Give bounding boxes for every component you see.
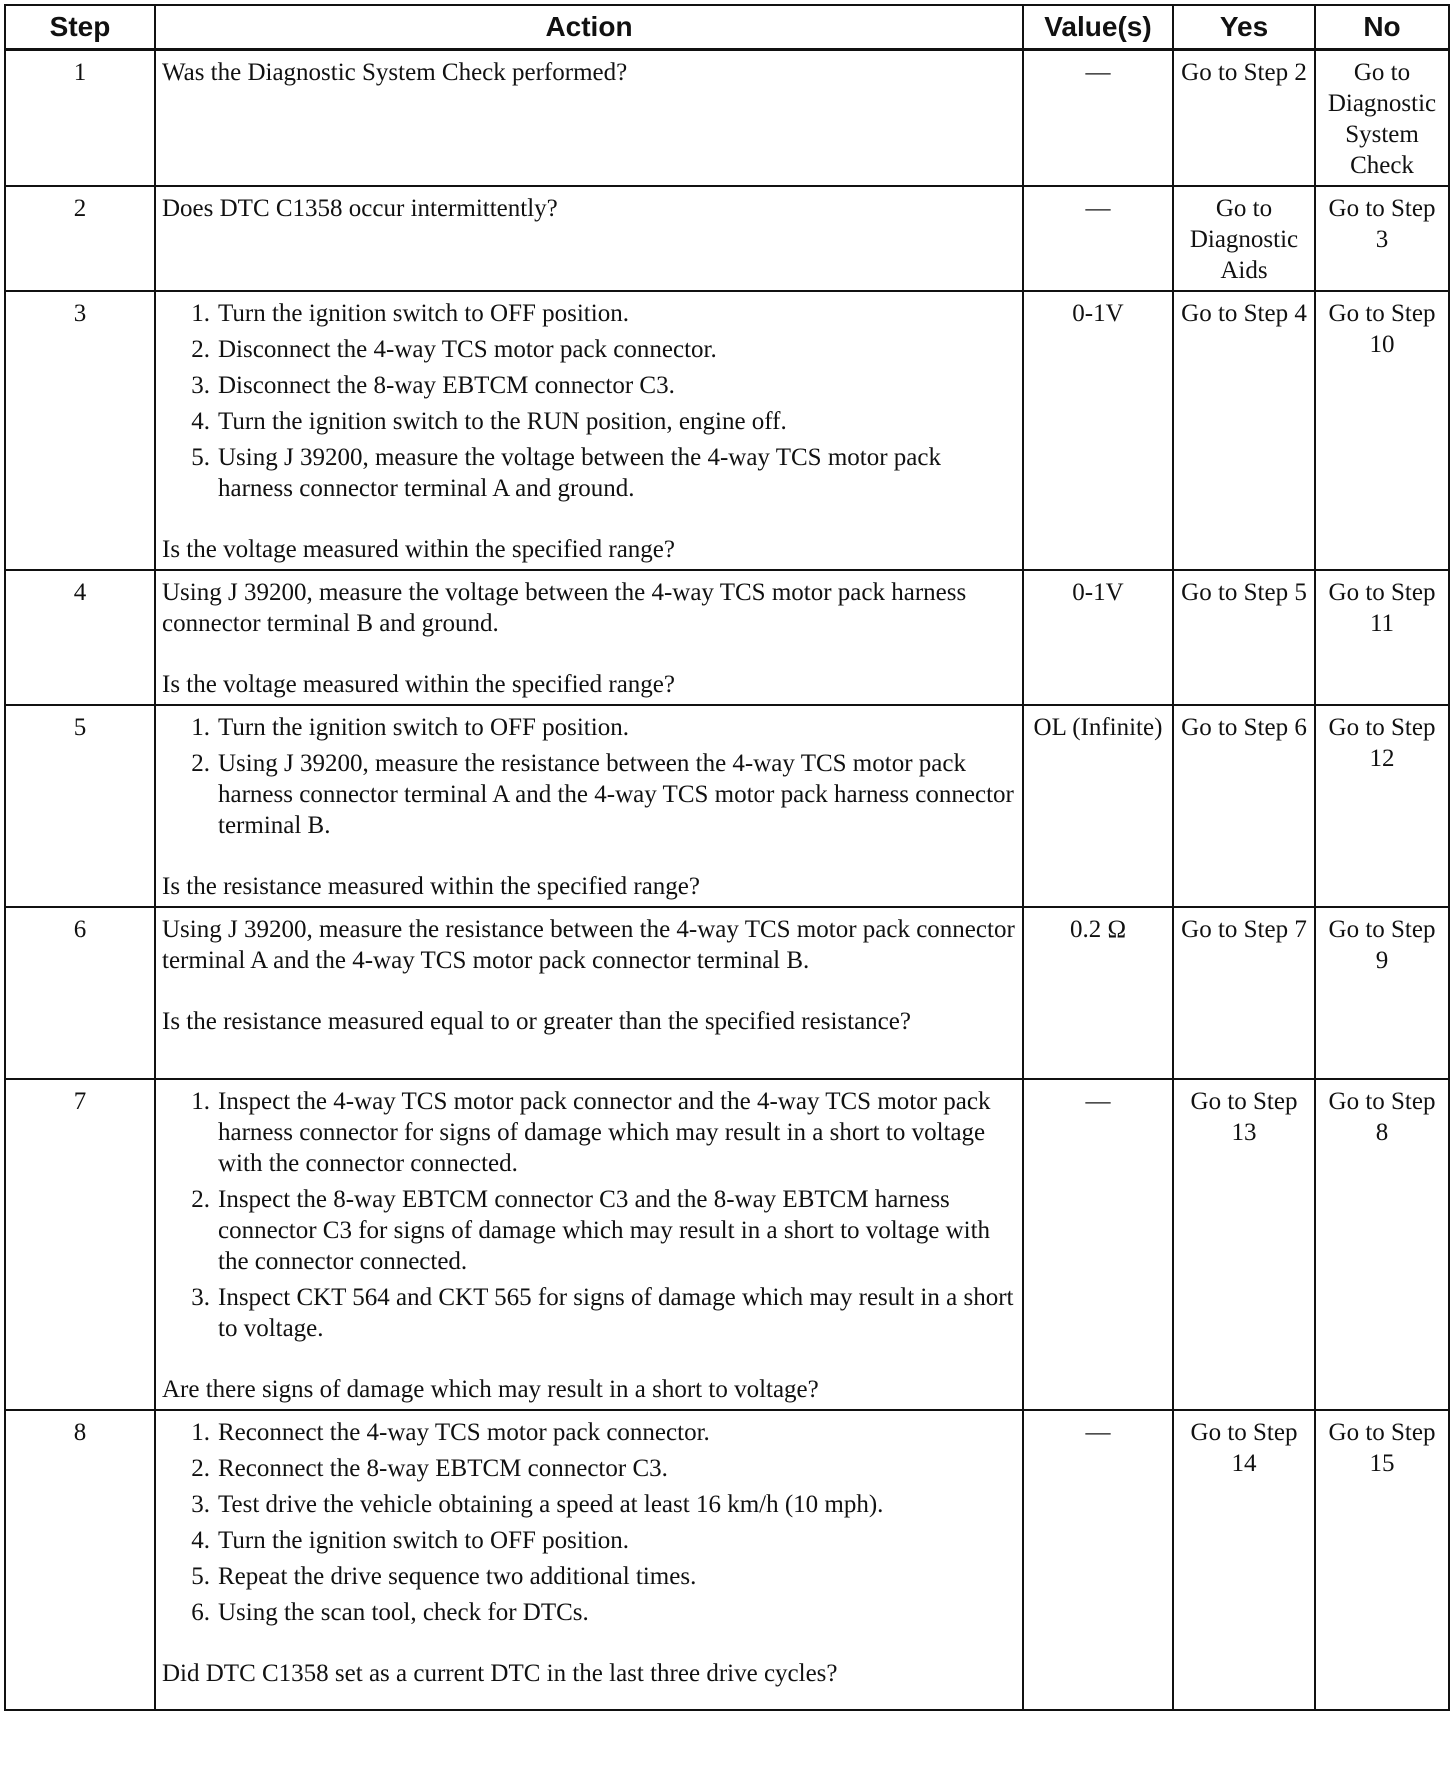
substep-item (162, 748, 1016, 841)
value-cell: — (1023, 50, 1173, 187)
substep-number: 4. (191, 408, 210, 435)
header-row (5, 5, 1449, 50)
substep-text: Inspect CKT 564 and CKT 565 for signs of damage which may result in a short to voltage. (218, 1284, 1014, 1342)
no-cell: Go to Step 12 (1315, 705, 1449, 907)
substep-number: 1. (191, 1419, 210, 1446)
action-cell (155, 1410, 1023, 1710)
value-cell: — (1023, 1079, 1173, 1410)
header-step: Step (5, 5, 155, 50)
substep-number: 1. (191, 300, 210, 327)
value-cell: 0.2 Ω (1023, 907, 1173, 1079)
substep-item (162, 1525, 1016, 1556)
yes-cell: Go to Step 14 (1173, 1410, 1315, 1710)
substep-item (162, 1184, 1016, 1277)
action-cell (155, 705, 1023, 907)
substep-number: 2. (191, 750, 210, 777)
substep-text: Disconnect the 4-way TCS motor pack connector. (218, 336, 717, 363)
substep-text: Turn the ignition switch to the RUN position, engine off. (218, 408, 787, 435)
substep-text: Disconnect the 8-way EBTCM connector C3. (218, 372, 675, 399)
substep-number: 1. (191, 714, 210, 741)
action-cell (155, 570, 1023, 705)
substep-item (162, 442, 1016, 504)
substep-text: Turn the ignition switch to OFF position. (218, 714, 629, 741)
step-number: 8 (5, 1410, 155, 1710)
substep-number: 5. (191, 444, 210, 471)
step-number: 3 (5, 291, 155, 570)
step-number: 6 (5, 907, 155, 1079)
header-yes: Yes (1173, 5, 1315, 50)
action-text: Using J 39200, measure the voltage between the 4-way TCS motor pack harness connector terminal B and ground. (162, 579, 967, 637)
step-number: 7 (5, 1079, 155, 1410)
action-cell (155, 186, 1023, 291)
header-no: No (1315, 5, 1449, 50)
substep-text: Test drive the vehicle obtaining a speed at least 16 km/h (10 mph). (218, 1491, 884, 1518)
substep-number: 3. (191, 1491, 210, 1518)
action-question: Is the resistance measured equal to or greater than the specified resistance? (162, 1008, 911, 1035)
substep-item (162, 712, 1016, 743)
no-cell: Go to Step 15 (1315, 1410, 1449, 1710)
table-row (5, 1079, 1449, 1410)
substep-item (162, 406, 1016, 437)
table-row (5, 705, 1449, 907)
substep-number: 3. (191, 372, 210, 399)
substep-number: 2. (191, 1455, 210, 1482)
diagnostic-page (4, 4, 1450, 1711)
yes-cell: Go to Step 4 (1173, 291, 1315, 570)
yes-cell: Go to Step 13 (1173, 1079, 1315, 1410)
no-cell: Go to Step 3 (1315, 186, 1449, 291)
substep-text: Turn the ignition switch to OFF position. (218, 300, 629, 327)
substep-list (162, 1417, 1016, 1628)
value-cell: — (1023, 186, 1173, 291)
yes-cell: Go to Diagnostic Aids (1173, 186, 1315, 291)
value-cell: 0-1V (1023, 291, 1173, 570)
no-cell: Go to Diagnostic System Check (1315, 50, 1449, 187)
value-cell: — (1023, 1410, 1173, 1710)
substep-number: 1. (191, 1088, 210, 1115)
table-row (5, 1410, 1449, 1710)
no-cell: Go to Step 11 (1315, 570, 1449, 705)
step-number: 2 (5, 186, 155, 291)
substep-item (162, 1597, 1016, 1628)
substep-list (162, 712, 1016, 841)
table-body (5, 50, 1449, 1711)
table-row (5, 186, 1449, 291)
substep-item (162, 1417, 1016, 1448)
step-number: 1 (5, 50, 155, 187)
yes-cell: Go to Step 2 (1173, 50, 1315, 187)
substep-text: Using J 39200, measure the voltage between the 4-way TCS motor pack harness connector terminal A and ground. (218, 444, 941, 502)
yes-cell: Go to Step 7 (1173, 907, 1315, 1079)
no-cell: Go to Step 10 (1315, 291, 1449, 570)
substep-number: 2. (191, 336, 210, 363)
action-question: Are there signs of damage which may result in a short to voltage? (162, 1376, 819, 1403)
action-question: Is the voltage measured within the specified range? (162, 536, 676, 563)
substep-text: Inspect the 4-way TCS motor pack connector and the 4-way TCS motor pack harness connector for signs of damage which may result in a short to voltage with the connector connected. (218, 1088, 991, 1177)
substep-list (162, 1086, 1016, 1344)
substep-text: Using the scan tool, check for DTCs. (218, 1599, 589, 1626)
no-cell: Go to Step 9 (1315, 907, 1449, 1079)
substep-item (162, 1453, 1016, 1484)
substep-text: Turn the ignition switch to OFF position. (218, 1527, 629, 1554)
value-cell: 0-1V (1023, 570, 1173, 705)
action-text: Was the Diagnostic System Check performed? (162, 59, 628, 86)
action-question: Is the voltage measured within the specified range? (162, 671, 676, 698)
action-text: Using J 39200, measure the resistance between the 4-way TCS motor pack connector terminal A and the 4-way TCS motor pack connector terminal B. (162, 916, 1015, 974)
table-row (5, 570, 1449, 705)
header-values: Value(s) (1023, 5, 1173, 50)
substep-number: 4. (191, 1527, 210, 1554)
table-row (5, 50, 1449, 187)
substep-list (162, 298, 1016, 504)
action-question: Did DTC C1358 set as a current DTC in the last three drive cycles? (162, 1660, 838, 1687)
substep-item (162, 1282, 1016, 1344)
substep-number: 3. (191, 1284, 210, 1311)
table-row (5, 291, 1449, 570)
substep-item (162, 1561, 1016, 1592)
substep-item (162, 1086, 1016, 1179)
substep-text: Inspect the 8-way EBTCM connector C3 and the 8-way EBTCM harness connector C3 for signs of damage which may result in a short to voltage with the connector connected. (218, 1186, 991, 1275)
action-text: Does DTC C1358 occur intermittently? (162, 195, 558, 222)
yes-cell: Go to Step 5 (1173, 570, 1315, 705)
substep-text: Reconnect the 8-way EBTCM connector C3. (218, 1455, 668, 1482)
step-number: 4 (5, 570, 155, 705)
substep-text: Repeat the drive sequence two additional times. (218, 1563, 697, 1590)
no-cell: Go to Step 8 (1315, 1079, 1449, 1410)
diagnostic-table (4, 4, 1450, 1711)
substep-number: 2. (191, 1186, 210, 1213)
step-number: 5 (5, 705, 155, 907)
substep-item (162, 1489, 1016, 1520)
action-cell (155, 50, 1023, 187)
substep-item (162, 370, 1016, 401)
substep-item (162, 298, 1016, 329)
substep-item (162, 334, 1016, 365)
action-cell (155, 907, 1023, 1079)
value-cell: OL (Infinite) (1023, 705, 1173, 907)
action-question: Is the resistance measured within the specified range? (162, 873, 700, 900)
substep-number: 5. (191, 1563, 210, 1590)
action-cell (155, 291, 1023, 570)
substep-number: 6. (191, 1599, 210, 1626)
substep-text: Using J 39200, measure the resistance between the 4-way TCS motor pack harness connector terminal A and the 4-way TCS motor pack harness connector terminal B. (218, 750, 1014, 839)
header-action: Action (155, 5, 1023, 50)
table-row (5, 907, 1449, 1079)
action-cell (155, 1079, 1023, 1410)
yes-cell: Go to Step 6 (1173, 705, 1315, 907)
substep-text: Reconnect the 4-way TCS motor pack connector. (218, 1419, 710, 1446)
